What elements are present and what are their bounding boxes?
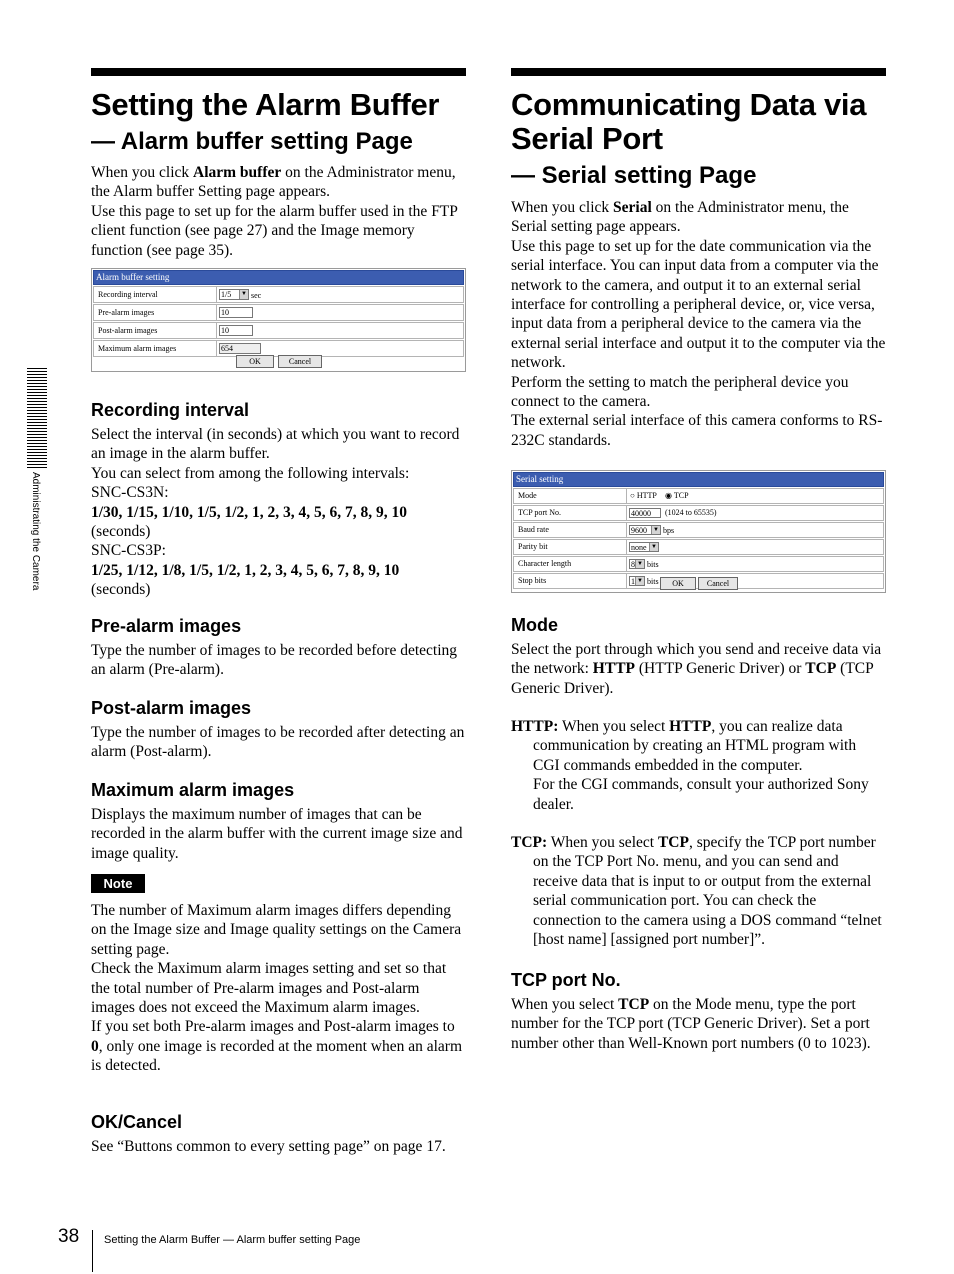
right-column bbox=[511, 68, 886, 190]
chevron-down-icon: ▼ bbox=[635, 577, 644, 585]
pre-alarm-input[interactable]: 10 bbox=[219, 307, 253, 318]
tcp-port-row: TCP port No. 40000 (1024 to 65535) bbox=[513, 505, 884, 521]
chevron-down-icon: ▼ bbox=[635, 560, 644, 568]
post-alarm-text: Type the number of images to be recorded after detecting an alarm (Post-alarm). bbox=[91, 724, 465, 761]
section-tab-marker bbox=[27, 368, 47, 468]
http-radio[interactable]: ○ HTTP bbox=[630, 491, 657, 500]
ok-button[interactable]: OK bbox=[660, 577, 696, 590]
max-alarm-text: Displays the maximum number of images that can be recorded in the alarm buffer with the current image size and image quality. bbox=[91, 806, 463, 862]
recording-interval-text: Select the interval (in seconds) at which you want to record an image in the alarm buffer. You can select from among the following intervals: SNC-CS3N: 1/30, 1/15, 1/10, 1/5, 1/2, 1, 2, 3, 4, 5, 6, 7, 8, 9, 10 (seconds) SNC-CS3P: 1/25, 1/12, 1/8, 1/5, 1/2, 1, 2, 3, 4, 5, 6, 7, 8, 9, 10 (seconds) bbox=[91, 426, 460, 599]
post-alarm-row: Post-alarm images 10 bbox=[93, 322, 464, 339]
mode-text: Select the port through which you send and receive data via the network: HTTP (HTTP Generic Driver) or TCP (TCP Generic Driver). bbox=[511, 641, 882, 697]
side-section-label: Administrating the Camera bbox=[30, 472, 41, 591]
pre-alarm-text: Type the number of images to be recorded before detecting an alarm (Pre-alarm). bbox=[91, 642, 458, 679]
heading-recording-interval: Recording interval bbox=[91, 400, 250, 420]
parity-row: Parity bit none ▼ bbox=[513, 539, 884, 555]
page-number: 38 bbox=[58, 1226, 80, 1247]
tcp-port-text: When you select TCP on the Mode menu, type the port number for the TCP port (TCP Generic Driver). Set a port number other than Well-Known port numbers (0 to 1023). bbox=[511, 996, 871, 1052]
tcp-description: TCP: When you select TCP, specify the TCP port number on the TCP Port No. menu, and you can send and receive data that is input to or output from the external serial communication port. You can check the connection to the camera using a DOS command “telnet [host name] [assigned port number]”. bbox=[511, 834, 882, 949]
note-badge: Note bbox=[91, 874, 145, 893]
page-subtitle-right: — Serial setting Page bbox=[511, 162, 757, 189]
cancel-button[interactable]: Cancel bbox=[278, 355, 322, 368]
chevron-down-icon: ▼ bbox=[649, 543, 658, 551]
serial-intro-paragraph: When you click Serial on the Administrator menu, the Serial setting page appears. Use this page to set up for the date communication via the serial interface. You can input data from a computer via the network to the camera, and output it to an external serial interface for controlling a peripheral device, or, vice versa, input data from a peripheral device to the camera via the external serial interface and output it to the computer via the network. Perform the setting to match the peripheral device you connect to the camera. The external serial interface of this camera conforms to RS-232C standards. bbox=[511, 199, 886, 449]
intro-paragraph: When you click Alarm buffer on the Administrator menu, the Alarm buffer Setting page appears. Use this page to set up for the alarm buffer used in the FTP client function (see page 27) and the Image memory function (see page 35). bbox=[91, 164, 458, 259]
ok-button[interactable]: OK bbox=[236, 355, 274, 368]
chevron-down-icon: ▼ bbox=[239, 290, 248, 299]
chevron-down-icon: ▼ bbox=[651, 526, 660, 534]
note-text: The number of Maximum alarm images differs depending on the Image size and Image quality settings on the Camera setting page. Check the Maximum alarm images setting and set so that the total number of Pre-alarm images and Post-alarm images does not exceed the Maximum alarm images. If you set both Pre-alarm images and Post-alarm images to 0, only one image is recorded at the moment when an alarm is detected. bbox=[91, 902, 463, 1075]
panel-title: Alarm buffer setting bbox=[93, 270, 464, 285]
mode-row: Mode ○ HTTP ◉ TCP bbox=[513, 488, 884, 504]
recording-interval-select[interactable]: 1/5 ▼ bbox=[219, 289, 249, 300]
panel-title: Serial setting bbox=[513, 472, 884, 487]
heading-ok-cancel: OK/Cancel bbox=[91, 1112, 183, 1132]
max-alarm-row: Maximum alarm images 654 bbox=[93, 340, 464, 357]
tcp-port-input[interactable]: 40000 bbox=[629, 508, 661, 518]
heading-rule bbox=[511, 68, 886, 76]
baud-rate-row: Baud rate 9600 ▼ bps bbox=[513, 522, 884, 538]
stop-bits-select[interactable]: 1 ▼ bbox=[629, 576, 645, 586]
alarm-buffer-settings-panel bbox=[91, 268, 466, 372]
page-title-left: Setting the Alarm Buffer bbox=[91, 87, 440, 122]
running-title: Setting the Alarm Buffer — Alarm buffer setting Page bbox=[104, 1234, 361, 1246]
post-alarm-input[interactable]: 10 bbox=[219, 325, 253, 336]
heading-pre-alarm: Pre-alarm images bbox=[91, 616, 242, 636]
character-length-row: Character length 8 ▼ bits bbox=[513, 556, 884, 572]
cancel-button[interactable]: Cancel bbox=[698, 577, 738, 590]
stop-bits-row: Stop bits 1 ▼ bits bbox=[513, 573, 884, 589]
serial-settings-panel bbox=[511, 470, 886, 593]
page-subtitle-left: — Alarm buffer setting Page bbox=[91, 128, 413, 155]
character-length-select[interactable]: 8 ▼ bbox=[629, 559, 645, 569]
baud-rate-select[interactable]: 9600 ▼ bbox=[629, 525, 661, 535]
heading-tcp-port: TCP port No. bbox=[511, 970, 621, 990]
page-title-right: Communicating Data via Serial Port bbox=[511, 87, 867, 156]
footer-divider bbox=[92, 1230, 93, 1272]
recording-interval-row: Recording interval 1/5 ▼ sec bbox=[93, 286, 464, 303]
heading-rule bbox=[91, 68, 466, 76]
heading-max-alarm: Maximum alarm images bbox=[91, 780, 295, 800]
ok-cancel-text: See “Buttons common to every setting page” on page 17. bbox=[91, 1138, 446, 1155]
left-column bbox=[91, 68, 466, 156]
pre-alarm-row: Pre-alarm images 10 bbox=[93, 304, 464, 321]
heading-mode: Mode bbox=[511, 615, 558, 635]
max-alarm-readonly: 654 bbox=[219, 343, 261, 354]
heading-post-alarm: Post-alarm images bbox=[91, 698, 252, 718]
http-description: HTTP: When you select HTTP, you can realize data communication by creating an HTML program with CGI commands embedded in the computer. For the CGI commands, consult your authorized Sony dealer. bbox=[511, 718, 869, 813]
parity-select[interactable]: none ▼ bbox=[629, 542, 659, 552]
tcp-radio[interactable]: ◉ TCP bbox=[665, 491, 689, 500]
